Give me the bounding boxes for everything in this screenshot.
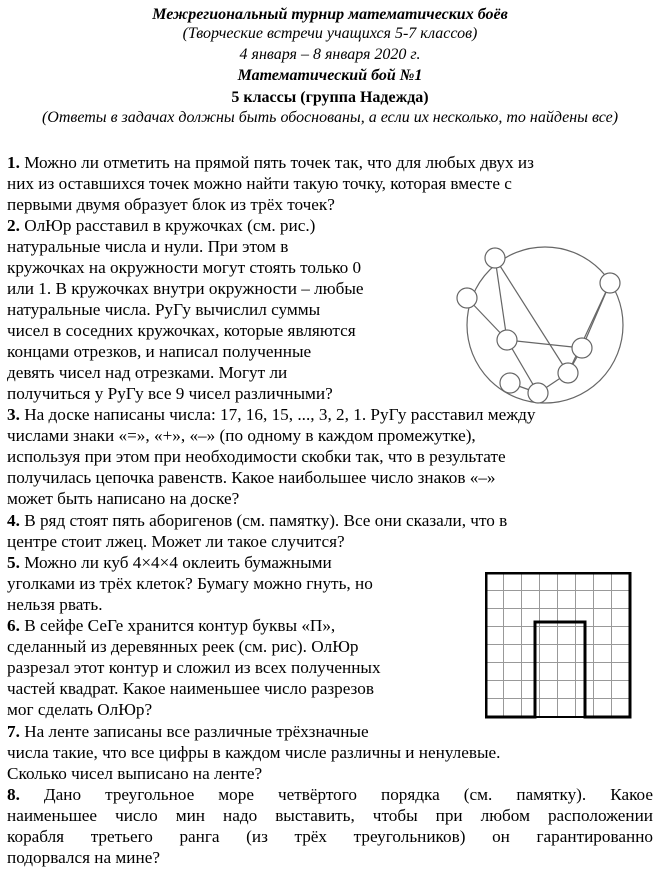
letter-p-grid-figure bbox=[485, 572, 635, 722]
problem-2-line-6: чисел в соседних кружочках, которые являются bbox=[7, 321, 356, 340]
node-circle bbox=[572, 338, 592, 358]
problem-1-line-1: 1. Можно ли отметить на прямой пять точек так, что для любых двух из bbox=[7, 153, 534, 172]
problem-5-line-1: 5. Можно ли куб 4×4×4 оклеить бумажными bbox=[7, 553, 332, 572]
problem-8-line-1: 8. Дано треугольное море четвёртого порядка (см. памятку). Какое bbox=[7, 785, 653, 804]
problem-2-line-2: натуральные числа и нули. При этом в bbox=[7, 237, 289, 256]
problem-6-line-5: мог сделать ОлЮр? bbox=[7, 700, 153, 719]
problem-1-number: 1. bbox=[7, 153, 20, 172]
problem-4-line-1: 4. В ряд стоят пять аборигенов (см. памятку). Все они сказали, что в bbox=[7, 511, 508, 530]
node-circle bbox=[497, 330, 517, 350]
problem-4-line-2: центре стоит лжец. Может ли такое случится? bbox=[7, 532, 345, 551]
problem-3-line-3: используя при этом при необходимости скобки так, что в результате bbox=[7, 447, 506, 466]
problem-2-line-3: кружочках на окружности могут стоять только 0 bbox=[7, 258, 362, 277]
problem-3-number: 3. bbox=[7, 405, 20, 424]
node-circle bbox=[457, 288, 477, 308]
problem-3-line-4: получилась цепочка равенств. Какое наибольшее число знаков «–» bbox=[7, 468, 496, 487]
node-circle bbox=[500, 373, 520, 393]
circles-graph-figure bbox=[450, 238, 640, 413]
problem-2-line-1: 2. ОлЮр расставил в кружочках (см. рис.) bbox=[7, 216, 316, 235]
problem-5-number: 5. bbox=[7, 553, 20, 572]
bout-title: Математический бой №1 bbox=[237, 67, 423, 84]
problem-2-line-5: натуральные числа. РуГу вычислил суммы bbox=[7, 300, 321, 319]
problem-2-number: 2. bbox=[7, 216, 20, 235]
answers-note: (Ответы в задачах должны быть обоснованы, а если их несколько, то найдены все) bbox=[41, 109, 619, 126]
problem-6-line-2: сделанный из деревянных реек (см. рис). ОлЮр bbox=[7, 637, 359, 656]
problem-8-line-4: подорвался на мине? bbox=[7, 848, 160, 867]
tournament-subtitle: (Творческие встречи учащихся 5-7 классов) bbox=[182, 25, 478, 42]
problem-7-line-3: Сколько чисел выписано на ленте? bbox=[7, 764, 263, 783]
node-circle bbox=[600, 273, 620, 293]
group-title: 5 классы (группа Надежда) bbox=[231, 89, 429, 106]
problem-2-line-7: концами отрезков, и написал полученные bbox=[7, 342, 312, 361]
problem-1-line-2: них из оставшихся точек можно найти такую точку, которая вместе с bbox=[7, 174, 512, 193]
problem-5-line-2: уголками из трёх клеток? Бумагу можно гнуть, но bbox=[7, 574, 373, 593]
problem-3-line-1: 3. На доске написаны числа: 17, 16, 15, ..., 3, 2, 1. РуГу расставил между bbox=[7, 405, 536, 424]
node-circle bbox=[485, 248, 505, 268]
tournament-title: Межрегиональный турнир математических боёв bbox=[152, 6, 508, 23]
problem-1-line-3: первыми двумя образует блок из трёх точек? bbox=[7, 195, 335, 214]
problem-8-number: 8. bbox=[7, 785, 20, 804]
problem-5-line-3: нельзя рвать. bbox=[7, 595, 103, 614]
problem-4-number: 4. bbox=[7, 511, 20, 530]
tournament-dates: 4 января – 8 января 2020 г. bbox=[239, 46, 421, 63]
problem-7-number: 7. bbox=[7, 722, 20, 741]
problem-2-line-8: девять чисел над отрезками. Могут ли bbox=[7, 363, 288, 382]
problem-7-line-2: числа такие, что все цифры в каждом числе различны и ненулевые. bbox=[7, 743, 501, 762]
problem-3-line-2: числами знаки «=», «+», «–» (по одному в каждом промежутке), bbox=[7, 426, 476, 445]
problem-6-line-3: разрезал этот контур и сложил из всех полученных bbox=[7, 658, 381, 677]
outer-circle bbox=[467, 247, 623, 403]
problem-2-line-4: или 1. В кружочках внутри окружности – любые bbox=[7, 279, 364, 298]
problem-2-line-9: получиться у РуГу все 9 чисел различными? bbox=[7, 384, 333, 403]
problem-3-line-5: может быть написано на доске? bbox=[7, 489, 240, 508]
problem-8-line-2: наименьшее число мин надо выставить, чтобы при любом расположении bbox=[7, 806, 653, 825]
problem-6-line-1: 6. В сейфе СеГе хранится контур буквы «П», bbox=[7, 616, 336, 635]
problem-7-line-1: 7. На ленте записаны все различные трёхзначные bbox=[7, 722, 369, 741]
node-circle bbox=[558, 363, 578, 383]
problem-6-number: 6. bbox=[7, 616, 20, 635]
problem-6-line-4: частей квадрат. Какое наименьшее число разрезов bbox=[7, 679, 374, 698]
node-circle bbox=[528, 383, 548, 403]
problem-8-line-3: корабля третьего ранга (из трёх треугольников) он гарантированно bbox=[7, 827, 653, 846]
